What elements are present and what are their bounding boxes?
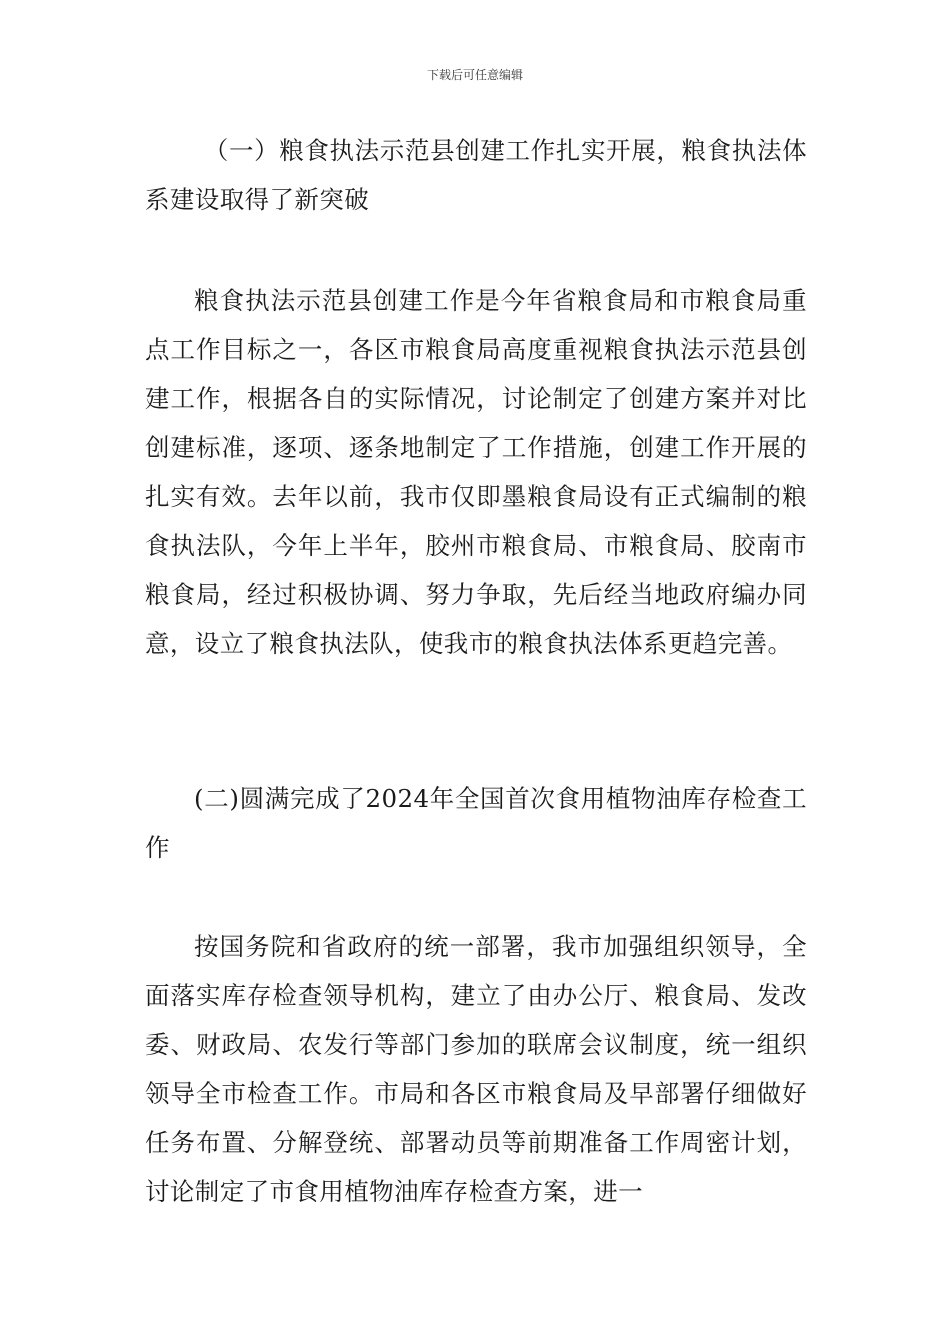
section-heading-2: (二)圆满完成了2024年全国首次食用植物油库存检查工作 <box>145 784 807 862</box>
body-paragraph-1: 粮食执法示范县创建工作是今年省粮食局和市粮食局重点工作目标之一，各区市粮食局高度重视粮食执法示范县创建工作，根据各自的实际情况，讨论制定了创建方案并对比创建标准，逐项、逐条地制定了工作措施，创建工作开展的扎实有效。去年以前，我市仅即墨粮食局设有正式编制的粮食执法队，今年上半年，胶州市粮食局、市粮食局、胶南市粮食局，经过积极协调、努力争取，先后经当地政府编办同意，设立了粮食执法队，使我市的粮食执法体系更趋完善。 <box>145 286 807 658</box>
body-paragraph-2: 按国务院和省政府的统一部署，我市加强组织领导，全面落实库存检查领导机构，建立了由办公厅、粮食局、发改委、财政局、农发行等部门参加的联席会议制度，统一组织领导全市检查工作。市局和各区市粮食局及早部署仔细做好任务布置、分解登统、部署动员等前期准备工作周密计划，讨论制定了市食用植物油库存检查方案，进一 <box>145 932 807 1206</box>
section-heading-1: （一）粮食执法示范县创建工作扎实开展，粮食执法体系建设取得了新突破 <box>145 136 807 214</box>
header-note: 下载后可任意编辑 <box>426 68 523 82</box>
